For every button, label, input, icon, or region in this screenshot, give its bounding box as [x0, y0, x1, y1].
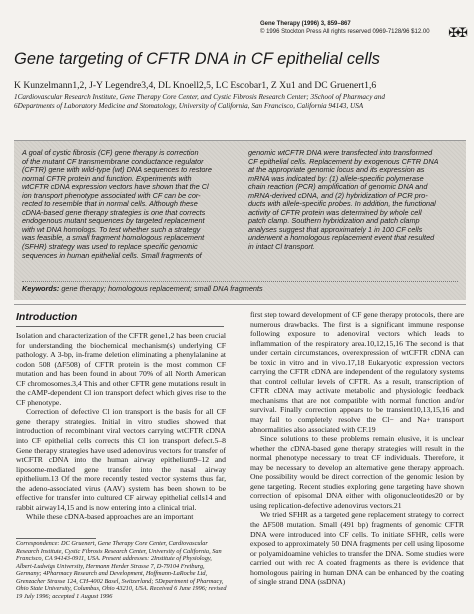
- paper-title: Gene targeting of CFTR DNA in CF epithelial cells: [14, 50, 380, 68]
- author-list: K Kunzelmann1,2, J-Y Legendre3,4, DL Knoell2,5, LC Escobar1, Z Xu1 and DC Gruenert1,6: [14, 80, 377, 91]
- abstract-line: underwent a homologous replacement event that resulted: [248, 233, 435, 243]
- abstract-left-column: [22, 149, 232, 260]
- abstract-line: (CFTR) gene with wild-type (wt) DNA sequences to restore: [22, 165, 212, 175]
- abstract-line: activity of CFTR protein was determined by whole cell: [248, 207, 422, 217]
- keywords-label: Keywords:: [22, 284, 60, 293]
- abstract-box: [14, 140, 466, 300]
- abstract-line: chain reaction (PCR) amplification of genomic DNA and: [248, 182, 428, 192]
- abstract-line: normal CFTR protein and function. Experiments with: [22, 173, 192, 183]
- abstract-line: was feasible, a small fragment homologous replacement: [22, 233, 205, 243]
- abstract-line: genomic wtCFTR DNA were transfected into transformed: [248, 148, 433, 157]
- affiliations: [14, 93, 469, 110]
- abstract-line: CF epithelial cells. Replacement by exogenous CFTR DNA: [248, 156, 439, 166]
- journal-header: [260, 20, 430, 36]
- abstract-line: analyses suggest that approximately 1 in 100 CF cells: [248, 224, 423, 234]
- keywords-text: gene therapy; homologous replacement; small DNA fragments: [61, 284, 263, 293]
- body-paragraph: While these cDNA-based approaches are an important: [26, 512, 194, 522]
- abstract-line: at the appropriate genomic locus and its expression as: [248, 165, 425, 175]
- abstract-line: (SFHR) strategy was used to replace specific genomic: [22, 242, 198, 252]
- abstract-line: in intact Cl transport.: [248, 242, 315, 252]
- body-paragraph: Since solutions to these problems remain elusive, it is unclear whether the cDNA-based gene therapy strategies will result in the normal phenotype necessary to treat CF individuals. Therefore, it may be necessary to develop an alternative gene therapy approach. One possibility would be direct correction of the genomic lesion by gene targeting. Recent studies exploring gene targeting have shown correction of episomal DNA either with oligonucleotides20 or by using replication-defective adenovirus vectors.21: [250, 434, 464, 510]
- copyright-line: © 1996 Stockton Press All rights reserved 0969-7128/96 $12.00: [260, 29, 430, 35]
- abstract-line: rected to resemble that in normal cells. Although these: [22, 199, 198, 209]
- correspondence-footnote: Correspondence: DC Gruenert, Gene Therapy Core Center, Cardiovascular Research Institute, Cystic Fibrosis Research Center, University of California, San Francisco, CA 94143-0911, USA. Present addresses: 2Institute of Physiology, Albert-Ludwigs University, Hermann Herder Strasse 7, D-79104 Freiburg, Germany; 4Pharmacy Research and Development, Hoffmann-LaRoche Ltd, Grenzacher Strasse 124, CH-4002 Basel, Switzerland; 5Department of Pharmacy, Ohio State University, Columbus, Ohio 43210, USA. Received 6 June 1996; revised 19 July 1996; accepted 1 August 1996: [16, 540, 227, 600]
- abstract-line: of the mutant CF transmembrane conductance regulator: [22, 156, 204, 166]
- body-paragraph: first step toward development of CF gene therapy protocols, there are numerous drawbacks. The first is a significant immune response following exposure to adenoviral vectors which leads to inflammation of the respiratory area.10,12,15,16 The second is that under certain circumstances, overexpression of wtCFTR cDNA can be toxic in vitro and in vivo.17,18 Eukaryotic expression vectors carrying the CFTR cDNA are independent of the regulatory systems that control cellular levels of CFTR. As a result, transcription of CFTR cDNA may activate metabolic and physiologic feedback mechanisms that are not compatible with normal function and/or survival. Finally correction appears to be transient10,13,15,16 and may fail to completely resolve the Cl− and Na+ transport abnormalities also associated with CF.19: [250, 310, 464, 434]
- body-left-column: [16, 331, 226, 522]
- abstract-right-column: [248, 149, 458, 252]
- body-right-column: [250, 310, 464, 587]
- keywords-line: [22, 281, 458, 293]
- introduction-heading: Introduction: [16, 311, 78, 323]
- abstract-line: with wt DNA homologs. To test whether such a strategy: [22, 224, 201, 234]
- body-paragraph: Isolation and characterization of the CFTR gene1,2 has been crucial for understanding the biochemical mechanism(s) underlying CF pathology. A 3-bp, in-frame deletion eliminating a phenylalanine at codon 508 (ΔF508) of CFTR protein is the most common CF mutation and has been found in about 70% of all North American CF chromosomes.3,4 This and other CFTR gene mutations result in the cAMP-dependent Cl ion transport defect which gives rise to the CF phenotype.: [16, 331, 226, 407]
- abstract-line: ducts with allele-specific probes. In addition, the functional: [248, 199, 436, 209]
- publisher-logo-icon: ✠✠: [448, 26, 466, 41]
- journal-citation: Gene Therapy (1996) 3, 859–867: [260, 21, 351, 27]
- abstract-line: A goal of cystic fibrosis (CF) gene therapy is correction: [22, 148, 199, 157]
- body-paragraph: Correction of defective Cl ion transport is the basis for all CF gene therapy strategies. Initial in vitro studies showed that introduction of recombinant viral vectors carrying wtCFTR cDNA into CF epithelial cells corrects this Cl ion transport defect.5–8 Gene therapy strategies have used adenovirus vectors for transfer of wtCFTR cDNA into the human airway epithelium9–12 and liposome-mediated gene transfer into the nasal airway epithelium.13 Of the more recently tested vector systems thus far, the adeno-associated virus (AAV) system has been shown to be effective for transfer into cultured CF airway epithelial cells14 and rabbit airway14,15 and is now entering into a clinical trial.: [16, 407, 226, 512]
- abstract-line: endogenous mutant sequences by targeted replacement: [22, 216, 205, 226]
- abstract-line: ion transport phenotype associated with CF can be cor-: [22, 190, 201, 200]
- affiliation-line: 6Departments of Laboratory Medicine and Stomatology, University of California, San Francisco, California 94143, USA: [14, 101, 364, 110]
- abstract-line: cDNA-based gene therapy strategies is one that corrects: [22, 207, 206, 217]
- footnote-rule: [16, 538, 96, 539]
- abstract-line: mRNA-derived cDNA, and (2) hybridization of PCR pro-: [248, 190, 428, 200]
- body-paragraph: We tried SFHR as a targeted gene replacement strategy to correct the ΔF508 mutation. Small (491 bp) fragments of genomic CFTR DNA were introduced into CF cells. To initiate SFHR, cells were exposed to approximately 50 DNA fragments per cell using liposome or polyamidoamine vehicles to transfer the DNA. Some studies were carried out with rec A coated fragments as there is evidence that homologous pairing in human DNA can be enhanced by the coating of single strand DNA (ssDNA): [250, 510, 464, 587]
- abstract-line: sequences in human epithelial cells. Small fragments of: [22, 250, 202, 260]
- heading-rule: [16, 326, 224, 327]
- abstract-line: patch clamp. Southern hybridization and patch clamp: [248, 216, 420, 226]
- abstract-line: mRNA was indicated by: (1) allele-specific polymerase: [248, 173, 424, 183]
- section-divider: [14, 304, 466, 305]
- affiliation-line: 1Cardiovascular Research Institute, Gene Therapy Core Center, and Cystic Fibrosis Research Center; 3School of Pharmacy and: [14, 93, 385, 101]
- abstract-line: wtCFTR cDNA expression vectors have shown that the Cl: [22, 182, 209, 192]
